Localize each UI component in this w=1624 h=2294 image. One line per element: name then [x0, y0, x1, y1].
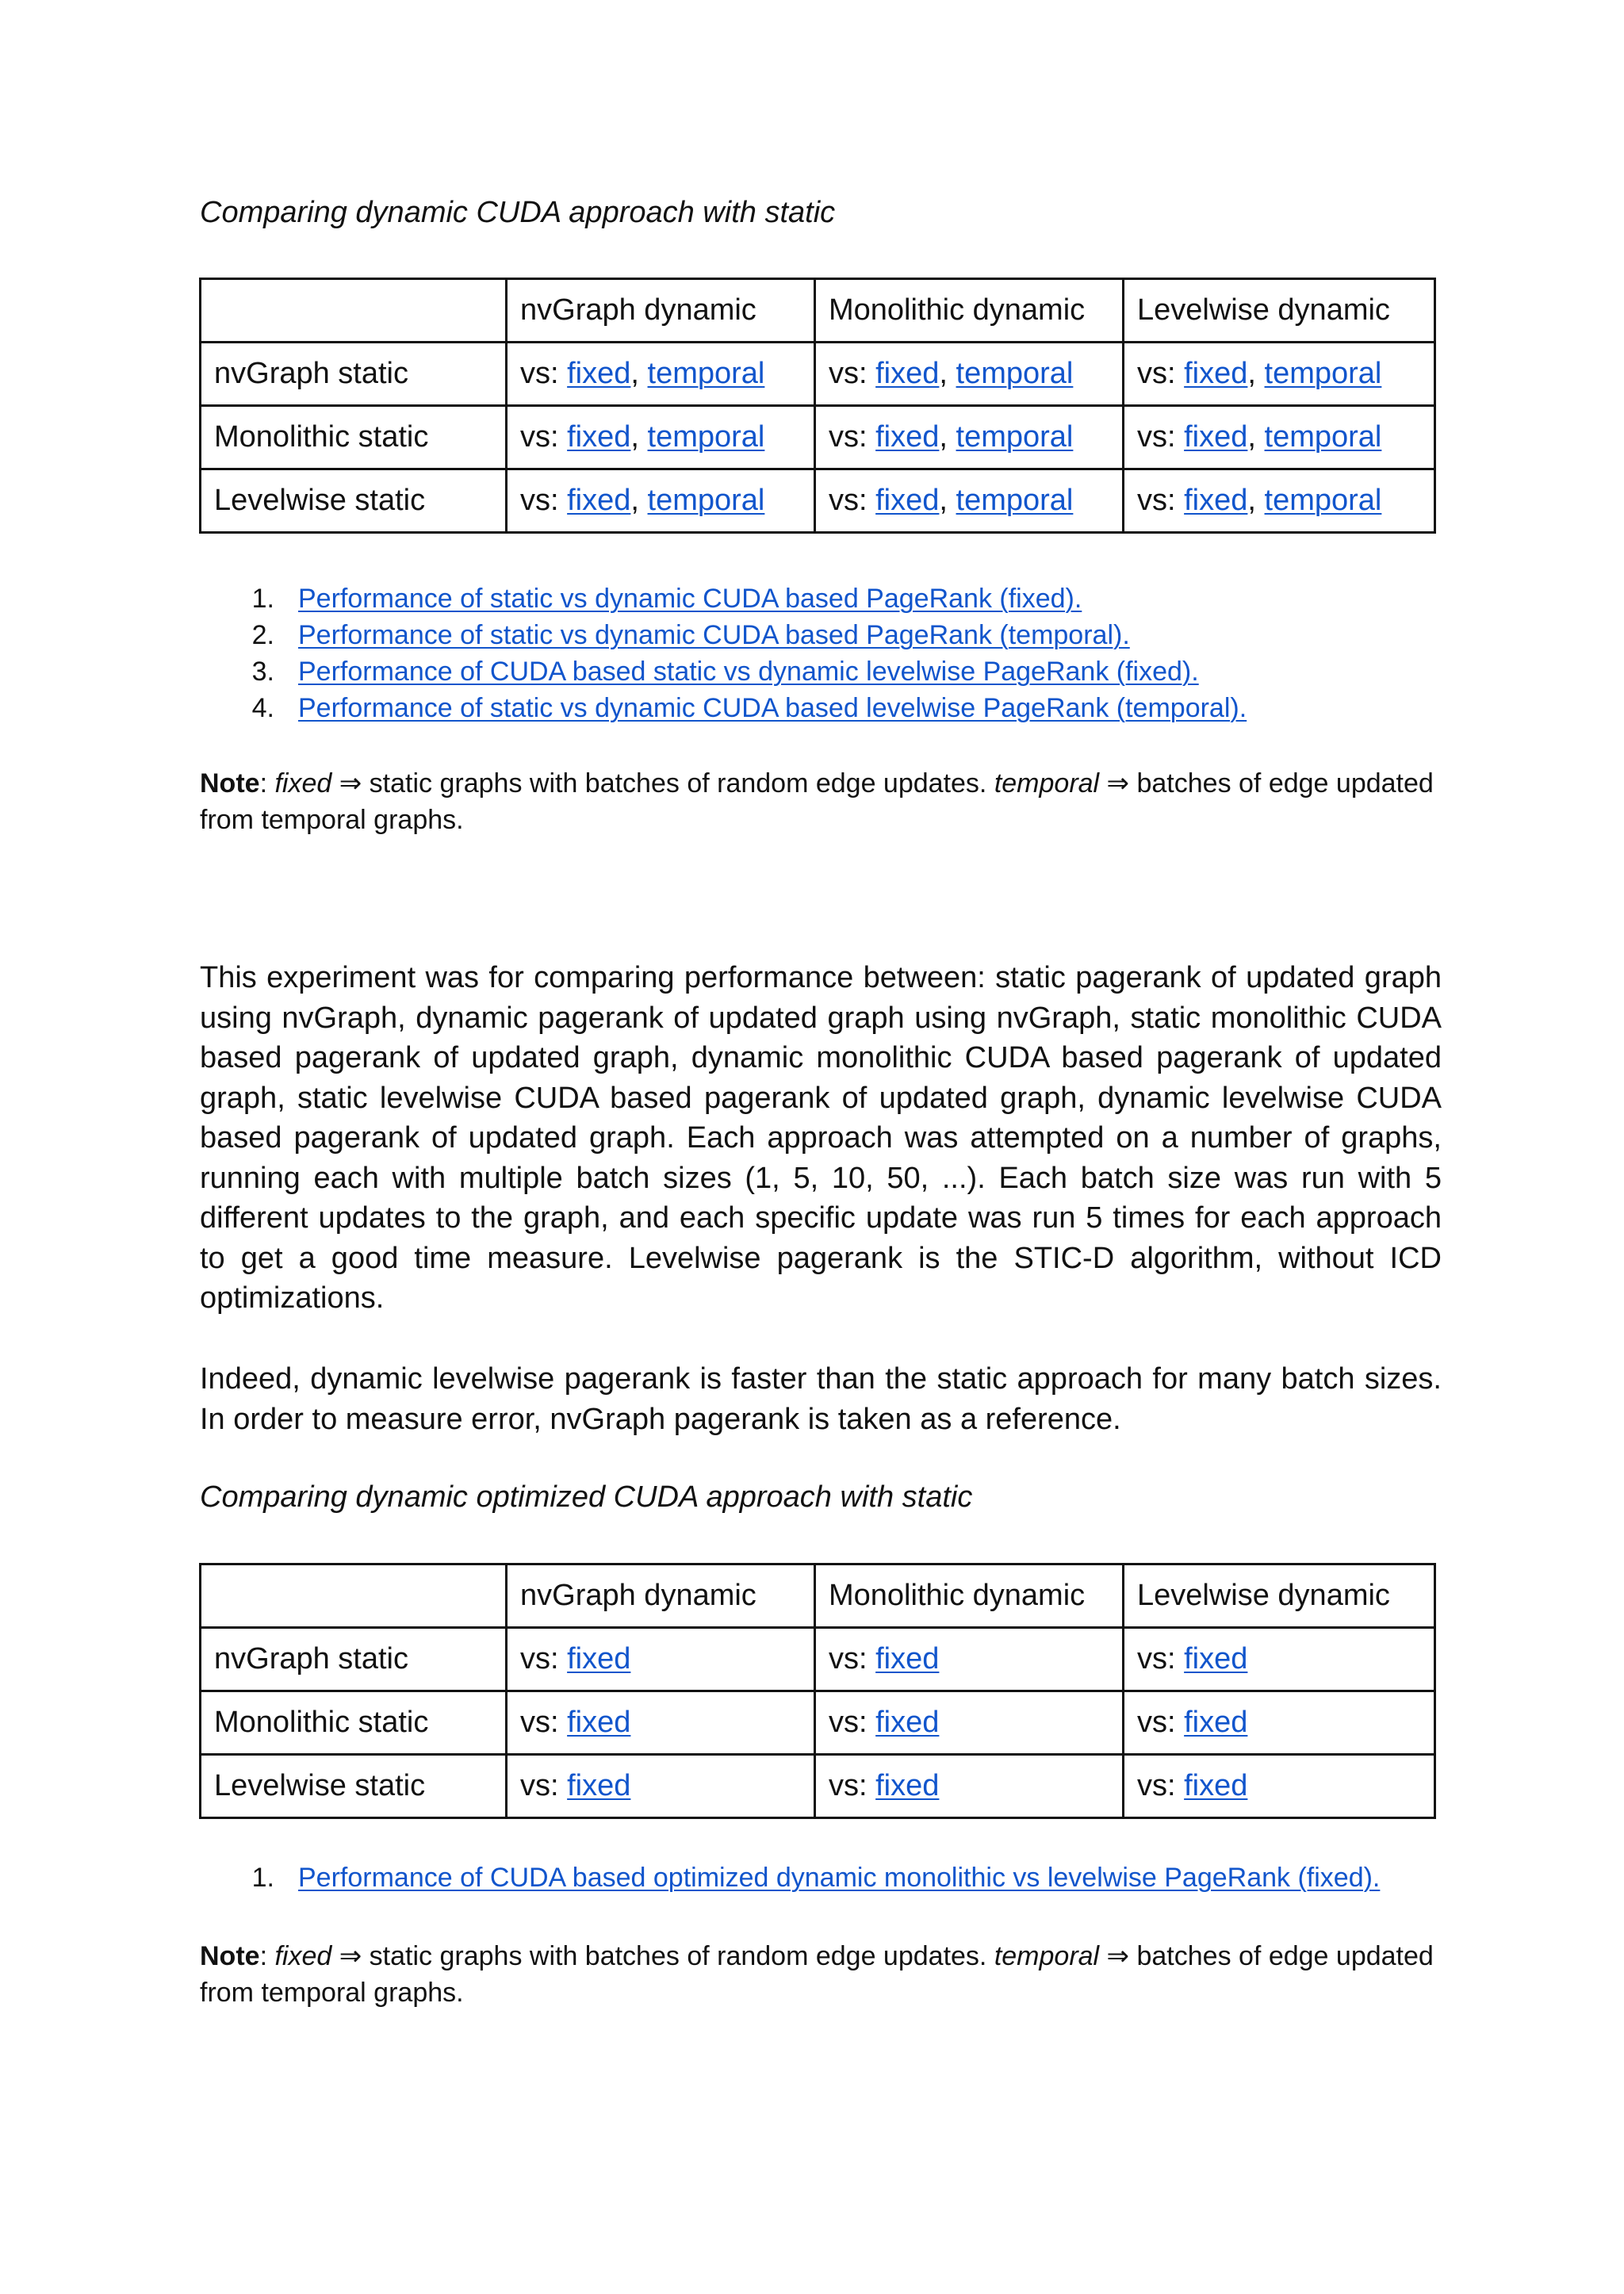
temporal-link[interactable]: temporal	[647, 357, 765, 390]
performance-report-link[interactable]: Performance of static vs dynamic CUDA based levelwise PageRank (temporal).	[298, 693, 1247, 723]
fixed-link[interactable]: fixed	[875, 357, 940, 390]
note-label: Note	[200, 768, 260, 798]
column-header: Levelwise dynamic	[1124, 1564, 1435, 1628]
section2-comparison-table	[199, 1563, 1436, 1819]
document-page: Comparing dynamic CUDA approach with static nvGraph dynamic Monolithic dynamic Levelwise dynamic nvGraph static vs: fixed, temporal vs: fixed, temporal vs: fixed, temporal Monolithic static vs: fixed, temporal vs: fixed, temporal vs: fixed, temporal Levelwise static vs: fixed, temporal vs: fixed, temporal vs: fixed, temporal 1. Performance of static vs dynamic CUDA based PageRank (fixed). 2. Performance of static vs dynamic CUDA based PageRank (temporal). 3. Performance of CUDA based static vs dynamic levelwise PageRank (fixed). 4. Performance of static vs dynamic CUDA based levelwise PageRank (temporal). Note: fixed ⇒ static graphs with batches of random edge updates. temporal ⇒ batches of edge updated from temporal graphs. This experiment was for comparing performance between: static pagerank of updated graph using nvGraph, dynamic pagerank of updated graph using nvGraph, static monolithic CUDA based pagerank of updated graph, dynamic monolithic CUDA based pagerank of updated graph, static levelwise CUDA based pagerank of updated graph, dynamic levelwise CUDA based pagerank of updated graph. Each approach was attempted on a number of graphs, running each with multiple batch sizes (1, 5, 10, 50, ...). Each batch size was run with 5 different updates to the graph, and each specific update was run 5 times for each approach to get a good time measure. Levelwise pagerank is the STIC-D algorithm, without ICD optimizations. Indeed, dynamic levelwise pagerank is faster than the static approach for many batch sizes. In order to measure error, nvGraph pagerank is taken as a reference. Comparing dynamic optimized CUDA approach with static nvGraph dynamic Monolithic dynamic Levelwise dynamic nvGraph static vs: fixed vs: fixed vs: fixed Monolithic static vs: fixed vs: fixed vs: fixed Levelwise static vs: fixed vs: fixed vs: fixed 1. Performance of CUDA based optimized dynamic monolithic vs levelwise PageRank (fixed). Note: fixed ⇒ static graphs with batches of random edge updates. temporal ⇒ batches of edge updated from temporal graphs.	[0, 0, 1624, 2294]
fixed-link[interactable]: fixed	[567, 1769, 631, 1802]
column-header: Levelwise dynamic	[1124, 279, 1435, 343]
note-fixed-term: fixed	[274, 768, 332, 798]
body-paragraph: Indeed, dynamic levelwise pagerank is faster than the static approach for many batch sizes. In order to measure error, nvGraph pagerank is taken as a reference.	[200, 1362, 1442, 1436]
row-header: Monolithic static	[201, 1691, 507, 1755]
section1-note: Note: fixed ⇒ static graphs with batches of random edge updates. temporal ⇒ batches of edge updated from temporal graphs.	[200, 768, 1434, 835]
note-label: Note	[200, 1941, 260, 1971]
comparison-cell: vs: fixed	[815, 1628, 1124, 1691]
section1-comparison-table	[199, 278, 1436, 534]
comparison-cell: vs: fixed	[815, 1755, 1124, 1818]
comparison-cell: vs: fixed	[1124, 1691, 1435, 1755]
row-header: nvGraph static	[201, 1628, 507, 1691]
column-header: Monolithic dynamic	[815, 279, 1124, 343]
temporal-link[interactable]: temporal	[956, 357, 1074, 390]
comparison-cell: vs: fixed	[507, 1691, 815, 1755]
table-row	[201, 469, 1435, 533]
fixed-link[interactable]: fixed	[567, 1706, 631, 1739]
temporal-link[interactable]: temporal	[956, 420, 1074, 454]
temporal-link[interactable]: temporal	[647, 420, 765, 454]
column-header: nvGraph dynamic	[507, 1564, 815, 1628]
table-header-row	[201, 1564, 1435, 1628]
performance-report-link[interactable]: Performance of static vs dynamic CUDA based PageRank (fixed).	[298, 584, 1082, 614]
table-corner-cell	[201, 279, 507, 343]
temporal-link[interactable]: temporal	[1264, 357, 1382, 390]
temporal-link[interactable]: temporal	[647, 484, 765, 517]
note-temporal-term: temporal	[994, 1941, 1100, 1971]
comparison-cell: vs: fixed, temporal	[1124, 406, 1435, 469]
fixed-link[interactable]: fixed	[567, 357, 631, 390]
fixed-link[interactable]: fixed	[1184, 1706, 1248, 1739]
table-row	[201, 1691, 1435, 1755]
comparison-cell: vs: fixed, temporal	[507, 406, 815, 469]
temporal-link[interactable]: temporal	[1264, 484, 1382, 517]
row-header: nvGraph static	[201, 343, 507, 406]
table-row	[201, 343, 1435, 406]
fixed-link[interactable]: fixed	[1184, 484, 1248, 517]
table-corner-cell	[201, 1564, 507, 1628]
section1-caption: Comparing dynamic CUDA approach with static	[200, 196, 836, 229]
table-row	[201, 1628, 1435, 1691]
row-header: Levelwise static	[201, 469, 507, 533]
temporal-link[interactable]: temporal	[956, 484, 1074, 517]
comparison-cell: vs: fixed	[507, 1628, 815, 1691]
note-fixed-term: fixed	[274, 1941, 332, 1971]
performance-report-link[interactable]: Performance of CUDA based static vs dynamic levelwise PageRank (fixed).	[298, 657, 1199, 687]
comparison-cell: vs: fixed	[507, 1755, 815, 1818]
performance-report-link[interactable]: Performance of static vs dynamic CUDA based PageRank (temporal).	[298, 620, 1130, 650]
fixed-link[interactable]: fixed	[875, 420, 940, 454]
section2-note: Note: fixed ⇒ static graphs with batches of random edge updates. temporal ⇒ batches of edge updated from temporal graphs.	[200, 1941, 1434, 2008]
table-row	[201, 1755, 1435, 1818]
fixed-link[interactable]: fixed	[875, 484, 940, 517]
comparison-cell: vs: fixed, temporal	[815, 343, 1124, 406]
fixed-link[interactable]: fixed	[567, 420, 631, 454]
column-header: Monolithic dynamic	[815, 1564, 1124, 1628]
table-row	[201, 406, 1435, 469]
comparison-cell: vs: fixed, temporal	[815, 406, 1124, 469]
note-temporal-term: temporal	[994, 768, 1100, 798]
column-header: nvGraph dynamic	[507, 279, 815, 343]
body-paragraph: This experiment was for comparing performance between: static pagerank of updated graph using nvGraph, dynamic pagerank of updated graph using nvGraph, static monolithic CUDA based pagerank of updated graph, dynamic monolithic CUDA based pagerank of updated graph, static levelwise CUDA based pagerank of updated graph, dynamic levelwise CUDA based pagerank of updated graph. Each approach was attempted on a number of graphs, running each with multiple batch sizes (1, 5, 10, 50, ...). Each batch size was run with 5 different updates to the graph, and each specific update was run 5 times for each approach to get a good time measure. Levelwise pagerank is the STIC-D algorithm, without ICD optimizations.	[200, 961, 1442, 1315]
comparison-cell: vs: fixed, temporal	[507, 343, 815, 406]
temporal-link[interactable]: temporal	[1264, 420, 1382, 454]
table-header-row	[201, 279, 1435, 343]
comparison-cell: vs: fixed, temporal	[1124, 469, 1435, 533]
fixed-link[interactable]: fixed	[875, 1642, 940, 1676]
fixed-link[interactable]: fixed	[1184, 420, 1248, 454]
row-header: Monolithic static	[201, 406, 507, 469]
fixed-link[interactable]: fixed	[1184, 1642, 1248, 1676]
row-header: Levelwise static	[201, 1755, 507, 1818]
comparison-cell: vs: fixed, temporal	[507, 469, 815, 533]
comparison-cell: vs: fixed	[1124, 1755, 1435, 1818]
fixed-link[interactable]: fixed	[567, 1642, 631, 1676]
comparison-cell: vs: fixed, temporal	[815, 469, 1124, 533]
fixed-link[interactable]: fixed	[1184, 1769, 1248, 1802]
fixed-link[interactable]: fixed	[875, 1706, 940, 1739]
section2-caption: Comparing dynamic optimized CUDA approach with static	[200, 1480, 973, 1514]
fixed-link[interactable]: fixed	[875, 1769, 940, 1802]
comparison-cell: vs: fixed	[815, 1691, 1124, 1755]
fixed-link[interactable]: fixed	[1184, 357, 1248, 390]
comparison-cell: vs: fixed, temporal	[1124, 343, 1435, 406]
fixed-link[interactable]: fixed	[567, 484, 631, 517]
comparison-cell: vs: fixed	[1124, 1628, 1435, 1691]
performance-report-link[interactable]: Performance of CUDA based optimized dynamic monolithic vs levelwise PageRank (fixed).	[298, 1863, 1381, 1893]
